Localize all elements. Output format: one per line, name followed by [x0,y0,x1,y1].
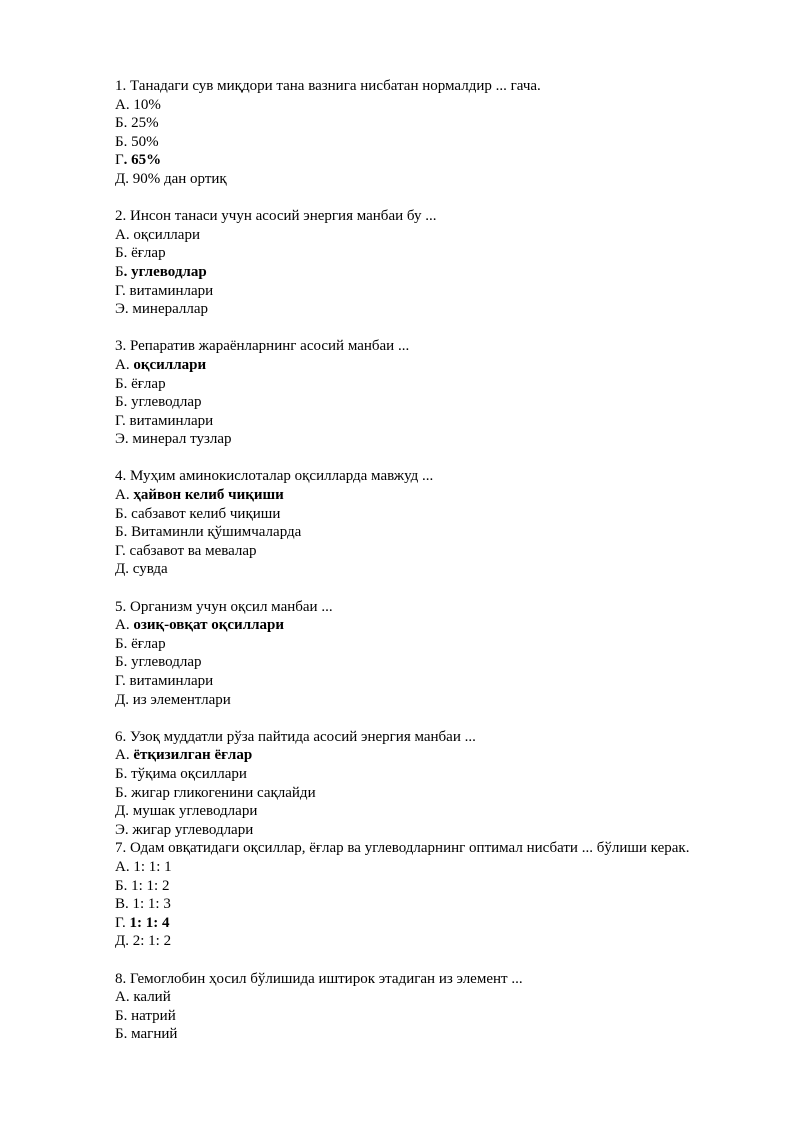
question-3 [115,337,755,449]
option-text: Витаминли қўшимчаларда [131,524,302,541]
answer-option [115,523,755,542]
option-prefix: А. [115,989,134,1006]
option-prefix: Г. [115,914,130,931]
option-prefix: Б [115,263,124,280]
answer-option [115,895,755,914]
answer-option [115,375,755,394]
answer-option [115,802,755,821]
option-prefix: Б. [115,394,132,411]
question-text: 1. Танадаги сув миқдори тана вазнига нисбатан нормалдир ... гача. [115,78,541,94]
correct-answer-option [115,486,755,505]
question-6 [115,728,755,840]
question-8 [115,970,755,1044]
option-prefix: Г. [115,542,130,559]
option-prefix: Г. [115,412,130,429]
answer-option [115,932,755,951]
correct-answer-text: ҳайвон келиб чиқиши [133,487,284,504]
option-prefix: Д. [115,691,133,708]
correct-answer-option [115,914,755,933]
option-prefix: Б. [115,877,132,894]
option-prefix: Г. [115,673,130,689]
answer-option [115,1025,755,1044]
option-text: углеводлар [131,394,202,411]
option-text: углеводлар [131,654,202,671]
answer-option [115,244,755,263]
correct-answer-option [115,151,755,170]
question-text: 8. Гемоглобин ҳосил бўлишида иштирок этадиган из элемент ... [115,970,523,987]
answer-option [115,430,755,449]
option-text: 10% [133,96,161,113]
answer-option [115,877,755,896]
option-prefix: Д. [115,561,133,578]
correct-answer-option [115,356,755,375]
option-text: минерал тузлар [132,431,232,448]
option-prefix: Б. [115,524,132,541]
answer-option [115,635,755,654]
option-text: из элементлари [132,691,231,708]
option-text: жигар углеводлари [132,821,254,838]
question-7 [115,839,755,951]
answer-option [115,393,755,412]
option-text: ёғлар [131,635,166,652]
answer-option [115,412,755,431]
correct-answer-text: 1: 1: 4 [129,914,170,931]
answer-option [115,226,755,245]
option-prefix: Г. [115,282,130,299]
option-text: витаминлари [129,412,214,429]
option-text: витаминлари [129,673,214,689]
option-prefix: Б. [115,115,132,132]
question-text: 7. Одам овқатидаги оқсиллар, ёғлар ва углеводларнинг оптимал нисбати ... бўлиши керак. [115,840,690,857]
correct-answer-text: . 65% [123,152,162,169]
option-prefix: Д. [115,933,133,950]
answer-option [115,170,755,189]
option-text: тўқима оқсиллари [131,765,247,782]
option-text: жигар гликогенини сақлайди [131,784,316,801]
option-text: 1: 1: 3 [132,896,171,913]
option-prefix: А. [115,747,134,764]
question-1 [115,77,755,189]
option-prefix: Э. [115,301,133,318]
option-prefix: Б. [115,635,132,652]
question-text: 3. Репаратив жараёнларнинг асосий манбаи ... [115,338,410,355]
answer-option [115,96,755,115]
option-text: витаминлари [129,282,214,299]
option-prefix: Б. [115,1007,132,1024]
option-text: ёғлар [131,375,166,392]
option-prefix: Б. [115,375,132,392]
answer-option [115,988,755,1007]
option-text: 2: 1: 2 [132,933,172,950]
answer-option [115,560,755,579]
option-prefix: Д. [115,170,133,187]
option-prefix: А. [115,226,134,243]
answer-option [115,672,755,691]
correct-answer-option [115,616,755,635]
quiz-document [115,77,755,1044]
question-5 [115,598,755,710]
option-prefix: А. [115,487,134,504]
correct-answer-option [115,263,755,282]
option-prefix: А. [115,356,134,373]
answer-option [115,300,755,319]
option-prefix: В. [115,896,133,913]
option-prefix: Б. [115,784,132,801]
option-text: сабзавот ва мевалар [129,542,257,559]
option-prefix: Д. [115,803,133,820]
question-4 [115,467,755,579]
option-prefix: Б. [115,1026,132,1043]
answer-option [115,542,755,561]
answer-option [115,114,755,133]
answer-option [115,282,755,301]
option-text: оқсиллари [133,226,200,243]
option-text: 50% [131,133,159,150]
answer-option [115,784,755,803]
question-text: 5. Организм учун оқсил манбаи ... [115,598,333,615]
question-2 [115,207,755,319]
correct-answer-option [115,746,755,765]
option-text: мушак углеводлари [132,803,258,820]
correct-answer-text: ётқизилган ёғлар [133,747,253,764]
answer-option [115,691,755,710]
option-text: магний [131,1026,178,1043]
answer-option [115,858,755,877]
option-text: 90% дан ортиқ [132,170,227,187]
correct-answer-text: озиқ-овқат оқсиллари [133,617,285,634]
option-prefix: А. [115,858,134,875]
option-text: 1: 1: 1 [133,858,172,875]
option-text: минераллар [132,301,209,318]
answer-option [115,821,755,840]
option-prefix: А. [115,96,134,113]
option-prefix: Б. [115,245,132,262]
correct-answer-text: оқсиллари [133,356,207,373]
question-text: 4. Муҳим аминокислоталар оқсилларда мавжуд ... [115,468,434,485]
option-text: ёғлар [131,245,166,262]
option-prefix: Э. [115,821,133,838]
option-text: сувда [132,561,168,578]
option-prefix: Б. [115,654,132,671]
option-text: натрий [131,1007,176,1024]
option-text: сабзавот келиб чиқиши [131,505,281,522]
option-text: 1: 1: 2 [131,877,170,894]
answer-option [115,765,755,784]
correct-answer-text: . углеводлар [123,263,207,280]
question-text: 6. Узоқ муддатли рўза пайтида асосий энергия манбаи ... [115,728,476,745]
option-prefix: Э. [115,431,133,448]
option-prefix: Г [115,152,124,169]
option-prefix: Б. [115,133,132,150]
answer-option [115,653,755,672]
option-prefix: Б. [115,505,132,522]
option-text: 25% [131,115,159,132]
answer-option [115,133,755,152]
answer-option [115,1007,755,1026]
option-prefix: А. [115,617,134,634]
option-prefix: Б. [115,765,132,782]
answer-option [115,505,755,524]
option-text: калий [133,989,171,1006]
question-text: 2. Инсон танаси учун асосий энергия манбаи бу ... [115,208,437,225]
